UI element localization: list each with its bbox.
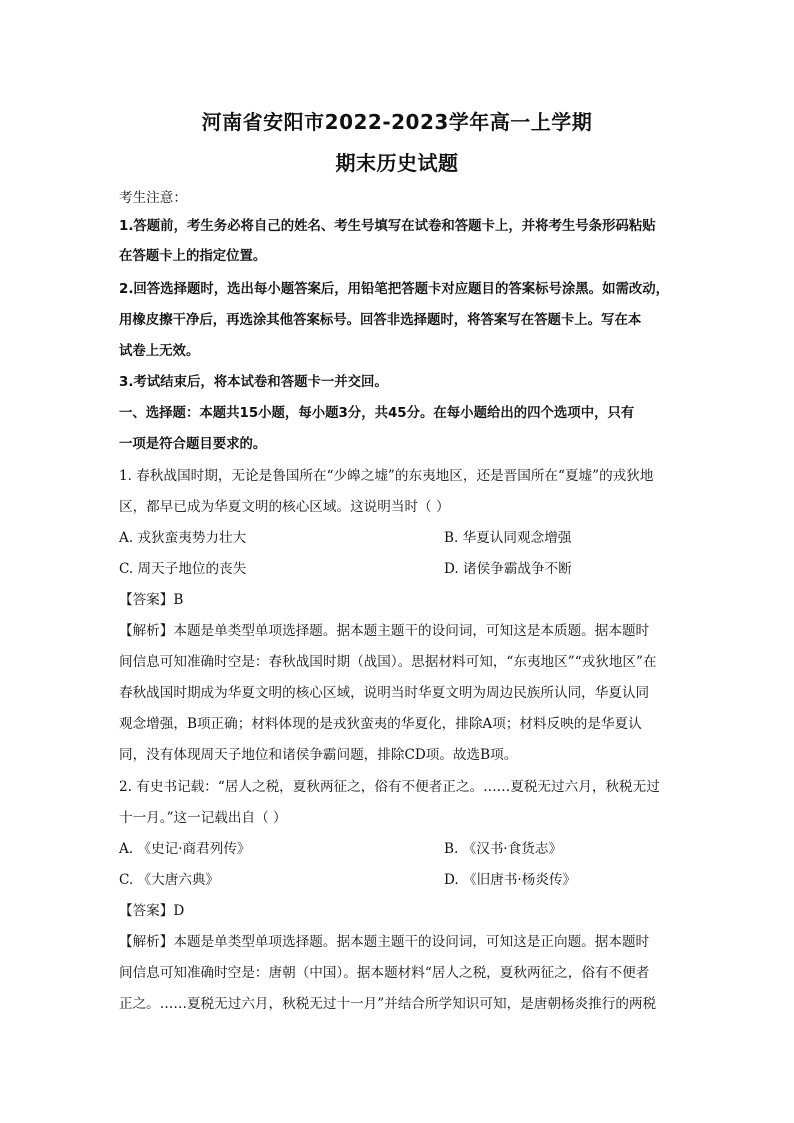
q1-explanation-line-4: 观念增强，B项正确；材料体现的是戎狄蛮夷的华夏化，排除A项；材料反映的是华夏认	[119, 716, 642, 732]
q2-option-a: A. 《史记·商君列传》	[119, 841, 251, 857]
section-heading-line-1: 一、选择题：本题共15小题，每小题3分，共45分。在每小题给出的四个选项中，只有	[119, 406, 635, 421]
page-title-line-2: 期末历史试题	[335, 151, 459, 175]
notice-item-3: 3.考试结束后，将本试卷和答题卡一并交回。	[119, 375, 388, 390]
q1-stem-line-2: 区，都早已成为华夏文明的核心区域。这说明当时（ ）	[119, 499, 450, 515]
q1-stem-line-1: 1. 春秋战国时期，无论是鲁国所在“少皞之墟”的东夷地区，还是晋国所在“夏墟”的戎狄地	[119, 468, 654, 484]
notice-item-1-line-1: 1.答题前，考生务必将自己的姓名、考生号填写在试卷和答题卡上，并将考生号条形码粘贴	[119, 219, 656, 234]
q2-answer: 【答案】D	[119, 903, 185, 919]
section-heading-line-2: 一项是符合题目要求的。	[119, 437, 267, 452]
q1-explanation-line-1: 【解析】本题是单类型单项选择题。据本题主题干的设问词，可知这是本质题。据本题时	[119, 623, 650, 639]
notice-item-2-line-2: 用橡皮擦干净后，再选涂其他答案标号。回答非选择题时，将答案写在答题卡上。写在本	[119, 313, 642, 328]
q1-option-b: B. 华夏认同观念增强	[444, 530, 572, 546]
notice-item-2-line-1: 2.回答选择题时，选出每小题答案后，用铅笔把答题卡对应题目的答案标号涂黑。如需改动，	[119, 282, 670, 297]
notice-heading: 考生注意：	[119, 190, 187, 206]
notice-item-2-line-3: 试卷上无效。	[119, 344, 200, 359]
q2-stem-line-2: 十一月。”这一记载出自（ ）	[119, 810, 287, 826]
page-title-line-1: 河南省安阳市2022-2023学年高一上学期	[201, 110, 593, 134]
q1-explanation-line-3: 春秋战国时期成为华夏文明的核心区域，说明当时华夏文明为周边民族所认同，华夏认同	[119, 685, 650, 701]
q2-option-d: D. 《旧唐书·杨炎传》	[444, 872, 577, 888]
q2-stem-line-1: 2. 有史书记载：“居人之税，夏秋两征之，俗有不便者正之。……夏税无过六月，秋税无过	[119, 779, 660, 795]
notice-item-1-line-2: 在答题卡上的指定位置。	[119, 249, 267, 264]
q1-explanation-line-5: 同，没有体现周天子地位和诸侯争霸问题，排除CD项。故选B项。	[119, 747, 518, 763]
q2-option-c: C. 《大唐六典》	[119, 872, 220, 888]
q2-explanation-line-1: 【解析】本题是单类型单项选择题。据本题主题干的设问词，可知这是正向题。据本题时	[119, 934, 650, 950]
q1-answer: 【答案】B	[119, 592, 184, 608]
q2-explanation-line-2: 间信息可知准确时空是：唐朝（中国）。据本题材料“居人之税，夏秋两征之，俗有不便者	[119, 965, 650, 981]
q1-explanation-line-2: 间信息可知准确时空是：春秋战国时期（战国）。思据材料可知，“东夷地区”“戎狄地区”在	[119, 654, 657, 670]
q1-option-a: A. 戎狄蛮夷势力壮大	[119, 530, 247, 546]
q2-option-b: B. 《汉书·食货志》	[444, 841, 563, 857]
q1-option-d: D. 诸侯争霸战争不断	[444, 561, 572, 577]
q1-option-c: C. 周天子地位的丧失	[119, 561, 247, 577]
q2-explanation-line-3: 正之。……夏税无过六月，秋税无过十一月”并结合所学知识可知，是唐朝杨炎推行的两税	[119, 996, 657, 1012]
